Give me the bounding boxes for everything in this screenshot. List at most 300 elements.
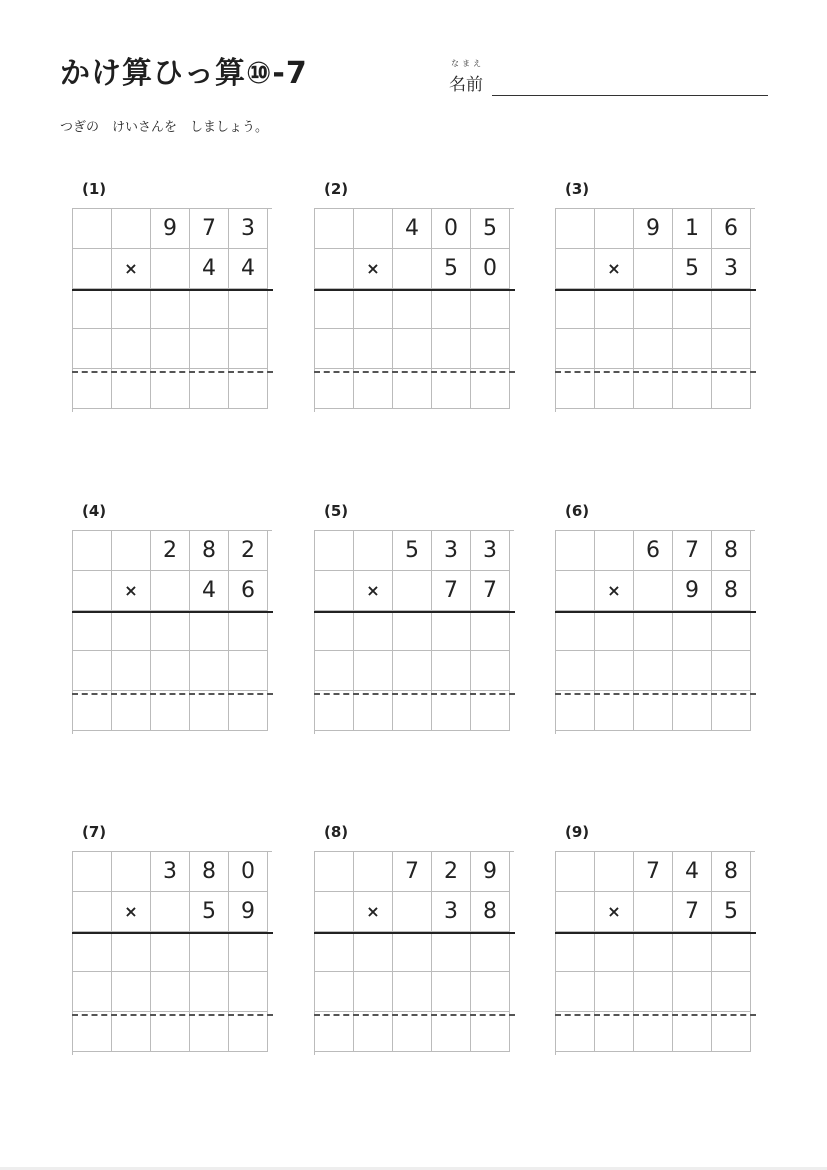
answer-cell[interactable] (393, 329, 432, 369)
answer-cell[interactable] (712, 329, 751, 369)
empty-cell (151, 249, 190, 289)
problem-label: (2) (324, 180, 349, 198)
multiplicand-digit: 8 (190, 531, 229, 571)
answer-cell[interactable] (73, 691, 112, 731)
answer-cell[interactable] (471, 651, 510, 691)
grid-row (73, 209, 272, 249)
grid-row (556, 329, 755, 369)
answer-cell[interactable] (471, 329, 510, 369)
multiply-sign: × (595, 892, 634, 932)
answer-cell[interactable] (673, 329, 712, 369)
calculation-grid (555, 208, 755, 412)
empty-cell (315, 892, 354, 932)
grid-row (556, 531, 755, 571)
partial-sum-rule (555, 371, 756, 373)
empty-cell (393, 571, 432, 611)
multiplier-digit: 9 (673, 571, 712, 611)
multiplicand-digit: 9 (471, 852, 510, 892)
answer-cell[interactable] (151, 972, 190, 1012)
grid-row (315, 571, 514, 611)
problem-6 (555, 502, 755, 734)
answer-cell[interactable] (712, 1012, 751, 1052)
answer-cell[interactable] (595, 611, 634, 651)
empty-cell (112, 852, 151, 892)
answer-cell[interactable] (73, 972, 112, 1012)
answer-cell[interactable] (432, 611, 471, 651)
answer-cell[interactable] (190, 932, 229, 972)
answer-cell[interactable] (112, 651, 151, 691)
product-rule (555, 289, 756, 291)
multiplicand-digit: 7 (190, 209, 229, 249)
answer-cell[interactable] (354, 691, 393, 731)
answer-cell[interactable] (354, 651, 393, 691)
answer-cell[interactable] (471, 691, 510, 731)
answer-cell[interactable] (151, 329, 190, 369)
answer-cell[interactable] (634, 691, 673, 731)
answer-cell[interactable] (432, 369, 471, 409)
empty-cell (634, 892, 673, 932)
answer-cell[interactable] (393, 932, 432, 972)
multiplicand-digit: 2 (151, 531, 190, 571)
partial-sum-rule (555, 693, 756, 695)
product-rule (72, 289, 273, 291)
grid-row (315, 892, 514, 932)
empty-cell (595, 531, 634, 571)
grid-row (315, 611, 514, 651)
answer-cell[interactable] (315, 651, 354, 691)
grid-row (556, 651, 755, 691)
multiply-sign: × (354, 571, 393, 611)
calculation-grid (314, 208, 514, 412)
grid-row (315, 249, 514, 289)
multiplicand-digit: 2 (229, 531, 268, 571)
answer-cell[interactable] (151, 289, 190, 329)
multiplicand-digit: 1 (673, 209, 712, 249)
answer-cell[interactable] (634, 1012, 673, 1052)
problem-label: (4) (82, 502, 107, 520)
multiplicand-digit: 4 (673, 852, 712, 892)
answer-cell[interactable] (112, 1012, 151, 1052)
answer-cell[interactable] (393, 289, 432, 329)
answer-cell[interactable] (595, 651, 634, 691)
answer-cell[interactable] (634, 369, 673, 409)
answer-cell[interactable] (229, 329, 268, 369)
answer-cell[interactable] (190, 369, 229, 409)
empty-cell (73, 249, 112, 289)
problem-5 (314, 502, 514, 734)
answer-cell[interactable] (190, 329, 229, 369)
multiply-sign: × (112, 892, 151, 932)
multiplicand-digit: 8 (190, 852, 229, 892)
answer-cell[interactable] (354, 611, 393, 651)
problem-label: (9) (565, 823, 590, 841)
grid-row (556, 571, 755, 611)
answer-cell[interactable] (112, 932, 151, 972)
multiplier-digit: 4 (190, 571, 229, 611)
partial-sum-rule (314, 371, 515, 373)
answer-cell[interactable] (634, 329, 673, 369)
answer-cell[interactable] (634, 972, 673, 1012)
partial-sum-rule (72, 693, 273, 695)
multiplicand-digit: 3 (432, 531, 471, 571)
multiplier-digit: 9 (229, 892, 268, 932)
empty-cell (634, 249, 673, 289)
answer-cell[interactable] (595, 972, 634, 1012)
answer-cell[interactable] (190, 691, 229, 731)
calculation-grid (555, 530, 755, 734)
empty-cell (151, 571, 190, 611)
empty-cell (73, 852, 112, 892)
grid-row (556, 932, 755, 972)
multiplicand-digit: 4 (393, 209, 432, 249)
multiplicand-digit: 7 (673, 531, 712, 571)
grid-row (73, 892, 272, 932)
answer-cell[interactable] (556, 329, 595, 369)
multiplicand-digit: 6 (712, 209, 751, 249)
answer-cell[interactable] (393, 691, 432, 731)
product-rule (72, 611, 273, 613)
multiplier-digit: 7 (471, 571, 510, 611)
answer-cell[interactable] (595, 289, 634, 329)
answer-cell[interactable] (354, 1012, 393, 1052)
answer-cell[interactable] (315, 972, 354, 1012)
problem-label: (1) (82, 180, 107, 198)
answer-cell[interactable] (595, 691, 634, 731)
answer-cell[interactable] (393, 1012, 432, 1052)
answer-cell[interactable] (315, 611, 354, 651)
empty-cell (112, 209, 151, 249)
answer-cell[interactable] (315, 329, 354, 369)
answer-cell[interactable] (556, 1012, 595, 1052)
multiplier-digit: 5 (673, 249, 712, 289)
answer-cell[interactable] (432, 651, 471, 691)
answer-cell[interactable] (471, 972, 510, 1012)
answer-cell[interactable] (315, 1012, 354, 1052)
answer-cell[interactable] (673, 972, 712, 1012)
multiplier-digit: 0 (471, 249, 510, 289)
answer-cell[interactable] (556, 932, 595, 972)
calculation-grid (72, 208, 272, 412)
answer-cell[interactable] (229, 369, 268, 409)
multiplicand-digit: 9 (151, 209, 190, 249)
answer-cell[interactable] (229, 1012, 268, 1052)
multiplier-digit: 5 (712, 892, 751, 932)
name-field (449, 58, 769, 98)
grid-row (556, 209, 755, 249)
multiplier-digit: 3 (432, 892, 471, 932)
answer-cell[interactable] (112, 289, 151, 329)
multiplicand-digit: 8 (712, 852, 751, 892)
answer-cell[interactable] (112, 329, 151, 369)
multiplier-digit: 5 (432, 249, 471, 289)
grid-row (315, 852, 514, 892)
answer-cell[interactable] (712, 369, 751, 409)
multiplier-digit: 8 (471, 892, 510, 932)
answer-cell[interactable] (595, 932, 634, 972)
answer-cell[interactable] (190, 651, 229, 691)
calculation-grid (72, 851, 272, 1055)
problem-1 (72, 180, 272, 412)
answer-cell[interactable] (315, 932, 354, 972)
answer-cell[interactable] (315, 369, 354, 409)
answer-cell[interactable] (315, 691, 354, 731)
answer-cell[interactable] (673, 289, 712, 329)
grid-row (73, 932, 272, 972)
answer-cell[interactable] (556, 691, 595, 731)
product-rule (72, 932, 273, 934)
empty-cell (315, 249, 354, 289)
multiplicand-digit: 3 (471, 531, 510, 571)
multiplicand-digit: 2 (432, 852, 471, 892)
answer-cell[interactable] (190, 1012, 229, 1052)
answer-cell[interactable] (595, 329, 634, 369)
grid-row (73, 852, 272, 892)
problem-7 (72, 823, 272, 1055)
multiplier-digit: 7 (432, 571, 471, 611)
answer-cell[interactable] (595, 1012, 634, 1052)
answer-cell[interactable] (432, 1012, 471, 1052)
answer-cell[interactable] (151, 932, 190, 972)
answer-cell[interactable] (712, 651, 751, 691)
answer-cell[interactable] (712, 611, 751, 651)
empty-cell (354, 531, 393, 571)
problem-label: (6) (565, 502, 590, 520)
empty-cell (315, 209, 354, 249)
answer-cell[interactable] (190, 289, 229, 329)
answer-cell[interactable] (432, 691, 471, 731)
answer-cell[interactable] (471, 289, 510, 329)
name-label: 名前 (449, 75, 483, 95)
answer-cell[interactable] (556, 972, 595, 1012)
calculation-grid (555, 851, 755, 1055)
grid-row (556, 611, 755, 651)
answer-cell[interactable] (229, 289, 268, 329)
multiplier-digit: 8 (712, 571, 751, 611)
empty-cell (393, 249, 432, 289)
answer-cell[interactable] (354, 289, 393, 329)
answer-cell[interactable] (393, 611, 432, 651)
answer-cell[interactable] (432, 289, 471, 329)
partial-sum-rule (72, 1014, 273, 1016)
answer-cell[interactable] (73, 1012, 112, 1052)
answer-cell[interactable] (151, 369, 190, 409)
answer-cell[interactable] (73, 369, 112, 409)
empty-cell (151, 892, 190, 932)
grid-row (556, 249, 755, 289)
multiplicand-digit: 5 (471, 209, 510, 249)
answer-cell[interactable] (634, 611, 673, 651)
answer-cell[interactable] (393, 972, 432, 1012)
grid-row (73, 611, 272, 651)
partial-sum-rule (314, 1014, 515, 1016)
empty-cell (393, 892, 432, 932)
answer-cell[interactable] (556, 651, 595, 691)
answer-cell[interactable] (151, 651, 190, 691)
grid-row (73, 1012, 272, 1052)
problem-label: (5) (324, 502, 349, 520)
answer-cell[interactable] (712, 691, 751, 731)
empty-cell (112, 531, 151, 571)
multiply-sign: × (112, 249, 151, 289)
grid-row (556, 289, 755, 329)
answer-cell[interactable] (393, 369, 432, 409)
grid-row (73, 972, 272, 1012)
answer-cell[interactable] (354, 932, 393, 972)
multiply-sign: × (354, 249, 393, 289)
empty-cell (556, 892, 595, 932)
empty-cell (315, 571, 354, 611)
answer-cell[interactable] (151, 1012, 190, 1052)
answer-cell[interactable] (190, 972, 229, 1012)
partial-sum-rule (555, 1014, 756, 1016)
name-ruby: なまえ (451, 59, 484, 68)
grid-row (315, 289, 514, 329)
empty-cell (354, 209, 393, 249)
calculation-grid (314, 851, 514, 1055)
answer-cell[interactable] (229, 651, 268, 691)
answer-cell[interactable] (151, 611, 190, 651)
grid-row (73, 249, 272, 289)
name-write-line[interactable] (492, 95, 768, 96)
answer-cell[interactable] (112, 972, 151, 1012)
grid-row (315, 651, 514, 691)
problem-3 (555, 180, 755, 412)
grid-row (315, 691, 514, 731)
answer-cell[interactable] (712, 289, 751, 329)
empty-cell (73, 892, 112, 932)
answer-cell[interactable] (354, 972, 393, 1012)
grid-row (315, 932, 514, 972)
empty-cell (556, 571, 595, 611)
product-rule (555, 932, 756, 934)
problem-2 (314, 180, 514, 412)
answer-cell[interactable] (673, 611, 712, 651)
multiplicand-digit: 0 (229, 852, 268, 892)
answer-cell[interactable] (229, 972, 268, 1012)
problem-8 (314, 823, 514, 1055)
product-rule (555, 611, 756, 613)
grid-row (556, 852, 755, 892)
answer-cell[interactable] (673, 369, 712, 409)
answer-cell[interactable] (471, 369, 510, 409)
answer-cell[interactable] (432, 932, 471, 972)
multiplier-digit: 3 (712, 249, 751, 289)
multiply-sign: × (595, 249, 634, 289)
answer-cell[interactable] (73, 329, 112, 369)
grid-row (73, 329, 272, 369)
worksheet-title: かけ算ひっ算⑩-7 (60, 56, 308, 91)
answer-cell[interactable] (471, 932, 510, 972)
problem-9 (555, 823, 755, 1055)
answer-cell[interactable] (634, 932, 673, 972)
answer-cell[interactable] (712, 932, 751, 972)
answer-cell[interactable] (471, 611, 510, 651)
empty-cell (73, 531, 112, 571)
answer-cell[interactable] (673, 932, 712, 972)
multiplier-digit: 6 (229, 571, 268, 611)
multiply-sign: × (595, 571, 634, 611)
answer-cell[interactable] (229, 932, 268, 972)
grid-row (556, 1012, 755, 1052)
answer-cell[interactable] (73, 611, 112, 651)
empty-cell (595, 852, 634, 892)
empty-cell (556, 852, 595, 892)
multiplicand-digit: 6 (634, 531, 673, 571)
empty-cell (556, 531, 595, 571)
grid-row (73, 691, 272, 731)
answer-cell[interactable] (112, 369, 151, 409)
answer-cell[interactable] (556, 611, 595, 651)
multiplier-digit: 4 (229, 249, 268, 289)
answer-cell[interactable] (73, 289, 112, 329)
grid-row (315, 531, 514, 571)
multiply-sign: × (112, 571, 151, 611)
answer-cell[interactable] (595, 369, 634, 409)
answer-cell[interactable] (151, 691, 190, 731)
grid-row (73, 369, 272, 409)
problem-label: (3) (565, 180, 590, 198)
answer-cell[interactable] (112, 691, 151, 731)
grid-row (73, 289, 272, 329)
answer-cell[interactable] (634, 651, 673, 691)
multiplicand-digit: 5 (393, 531, 432, 571)
partial-sum-rule (72, 371, 273, 373)
answer-cell[interactable] (471, 1012, 510, 1052)
answer-cell[interactable] (556, 289, 595, 329)
grid-row (556, 972, 755, 1012)
problem-label: (8) (324, 823, 349, 841)
multiplicand-digit: 0 (432, 209, 471, 249)
answer-cell[interactable] (73, 932, 112, 972)
answer-cell[interactable] (634, 289, 673, 329)
answer-cell[interactable] (190, 611, 229, 651)
answer-cell[interactable] (229, 691, 268, 731)
empty-cell (556, 249, 595, 289)
problem-label: (7) (82, 823, 107, 841)
answer-cell[interactable] (393, 651, 432, 691)
empty-cell (595, 209, 634, 249)
multiplicand-digit: 3 (151, 852, 190, 892)
answer-cell[interactable] (229, 611, 268, 651)
answer-cell[interactable] (556, 369, 595, 409)
grid-row (73, 571, 272, 611)
instruction-text: つぎの けいさんを しましょう。 (60, 120, 269, 135)
answer-cell[interactable] (73, 651, 112, 691)
answer-cell[interactable] (673, 1012, 712, 1052)
multiplicand-digit: 9 (634, 209, 673, 249)
answer-cell[interactable] (112, 611, 151, 651)
answer-cell[interactable] (354, 329, 393, 369)
empty-cell (315, 852, 354, 892)
empty-cell (73, 209, 112, 249)
answer-cell[interactable] (315, 289, 354, 329)
calculation-grid (314, 530, 514, 734)
answer-cell[interactable] (354, 369, 393, 409)
grid-row (556, 892, 755, 932)
product-rule (314, 932, 515, 934)
answer-cell[interactable] (712, 972, 751, 1012)
grid-row (73, 531, 272, 571)
answer-cell[interactable] (673, 691, 712, 731)
grid-row (73, 651, 272, 691)
grid-row (556, 691, 755, 731)
answer-cell[interactable] (432, 329, 471, 369)
grid-row (315, 329, 514, 369)
answer-cell[interactable] (432, 972, 471, 1012)
empty-cell (354, 852, 393, 892)
grid-row (315, 209, 514, 249)
answer-cell[interactable] (673, 651, 712, 691)
